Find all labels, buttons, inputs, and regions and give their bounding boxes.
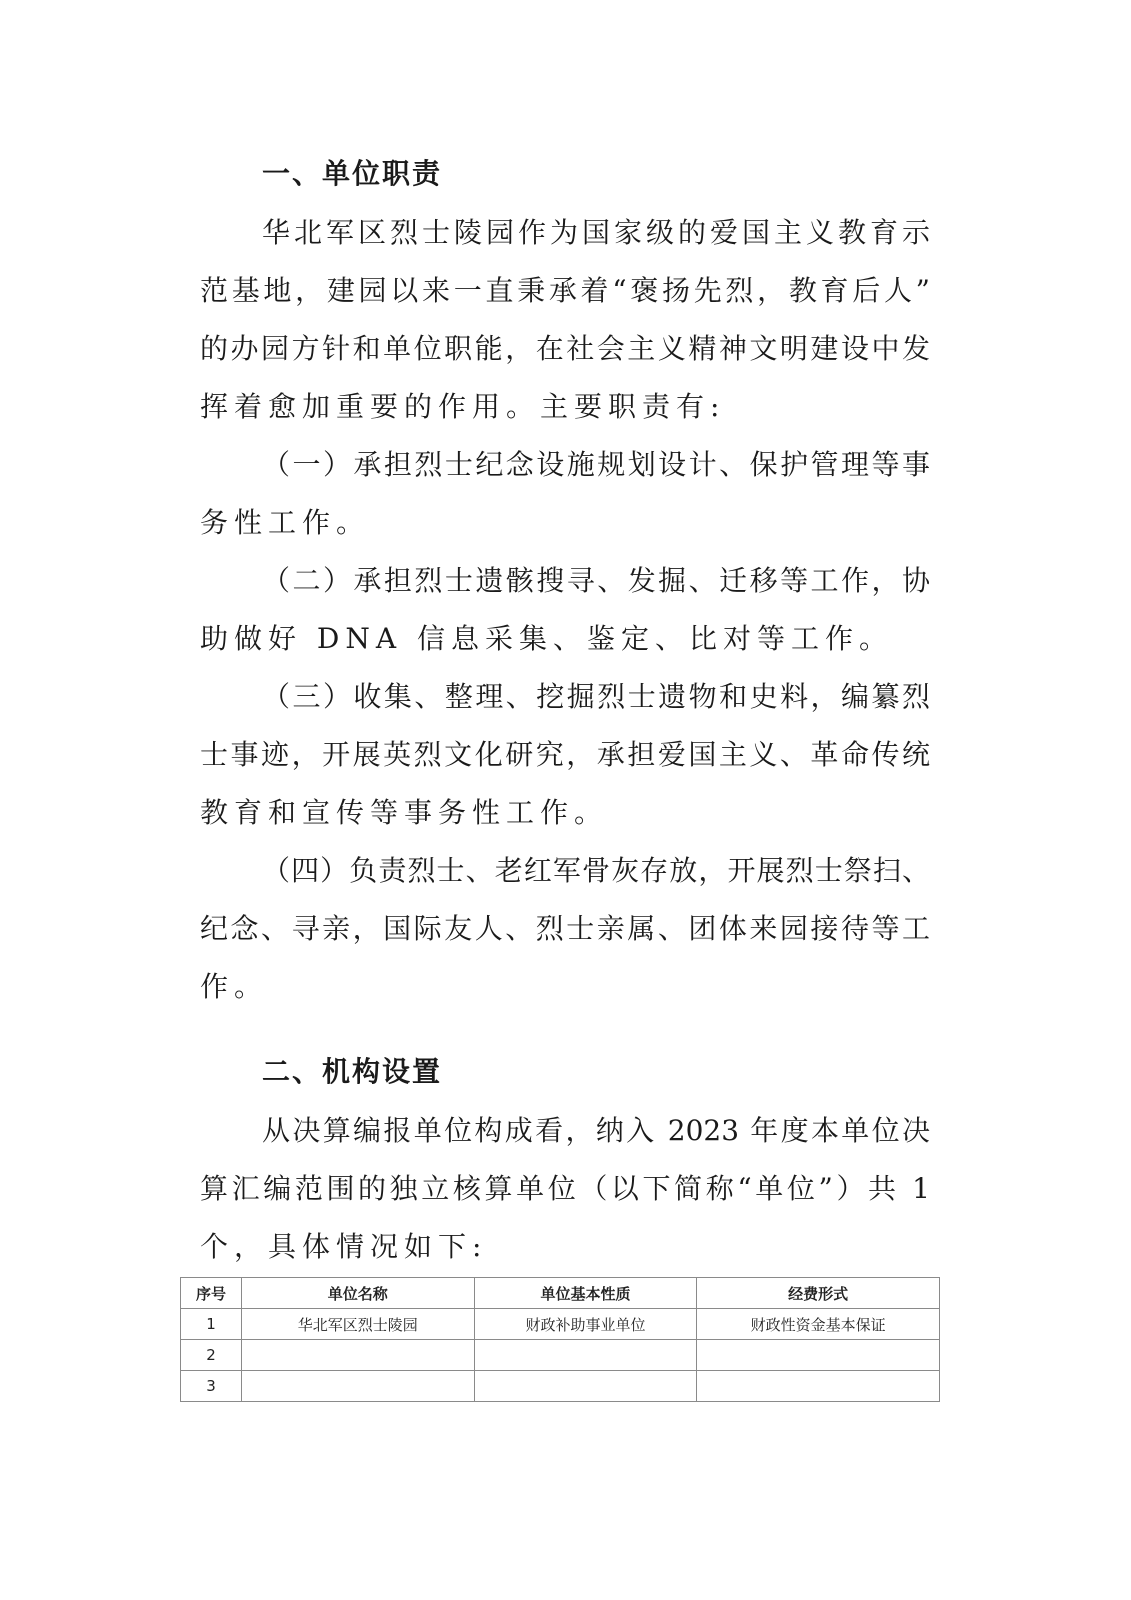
header-funding-form: 经费形式 bbox=[697, 1278, 940, 1309]
paragraph-line: （一）承担烈士纪念设施规划设计、保护管理等事 bbox=[262, 448, 930, 481]
header-serial: 序号 bbox=[181, 1278, 242, 1309]
table-row bbox=[181, 1340, 940, 1371]
table-row bbox=[181, 1371, 940, 1402]
paragraph-line: 作。 bbox=[200, 970, 269, 1003]
header-unit-nature: 单位基本性质 bbox=[474, 1278, 697, 1309]
paragraph-line: 务性工作。 bbox=[200, 506, 371, 539]
paragraph-line: 范基地，建园以来一直秉承着“褒扬先烈，教育后人” bbox=[200, 274, 930, 307]
paragraph-line: 的办园方针和单位职能，在社会主义精神文明建设中发 bbox=[200, 332, 930, 365]
paragraph-line: 助做好 DNA 信息采集、鉴定、比对等工作。 bbox=[200, 622, 893, 655]
cell-unit-nature bbox=[474, 1340, 697, 1371]
paragraph-line: 教育和宣传等事务性工作。 bbox=[200, 796, 609, 829]
paragraph-line: 纪念、寻亲，国际友人、烈士亲属、团体来园接待等工 bbox=[200, 912, 930, 945]
cell-funding-form bbox=[697, 1340, 940, 1371]
cell-serial: 2 bbox=[181, 1340, 242, 1371]
cell-unit-nature: 财政补助事业单位 bbox=[474, 1309, 697, 1340]
section-heading-organization: 二、机构设置 bbox=[262, 1055, 443, 1088]
paragraph-line: （三）收集、整理、挖掘烈士遗物和史料，编纂烈 bbox=[262, 680, 930, 713]
cell-unit-nature bbox=[474, 1371, 697, 1402]
paragraph-line: （二）承担烈士遗骸搜寻、发掘、迁移等工作，协 bbox=[262, 564, 930, 597]
section-heading-duties: 一、单位职责 bbox=[262, 157, 443, 190]
cell-unit-name: 华北军区烈士陵园 bbox=[241, 1309, 474, 1340]
paragraph-line: 华北军区烈士陵园作为国家级的爱国主义教育示 bbox=[262, 216, 930, 249]
paragraph-line: （四）负责烈士、老红军骨灰存放，开展烈士祭扫、 bbox=[262, 854, 930, 887]
cell-serial: 1 bbox=[181, 1309, 242, 1340]
paragraph-line: 挥着愈加重要的作用。主要职责有: bbox=[200, 390, 726, 423]
header-unit-name: 单位名称 bbox=[241, 1278, 474, 1309]
cell-unit-name bbox=[241, 1371, 474, 1402]
cell-unit-name bbox=[241, 1340, 474, 1371]
units-table bbox=[180, 1277, 940, 1402]
cell-serial: 3 bbox=[181, 1371, 242, 1402]
paragraph-line: 算汇编范围的独立核算单位（以下简称“单位”）共 1 bbox=[200, 1172, 930, 1205]
paragraph-line: 从决算编报单位构成看，纳入 2023 年度本单位决 bbox=[262, 1114, 930, 1147]
paragraph-line: 士事迹，开展英烈文化研究，承担爱国主义、革命传统 bbox=[200, 738, 930, 771]
cell-funding-form: 财政性资金基本保证 bbox=[697, 1309, 940, 1340]
table-header-row bbox=[181, 1278, 940, 1309]
table-row bbox=[181, 1309, 940, 1340]
paragraph-line: 个，具体情况如下: bbox=[200, 1230, 488, 1263]
cell-funding-form bbox=[697, 1371, 940, 1402]
